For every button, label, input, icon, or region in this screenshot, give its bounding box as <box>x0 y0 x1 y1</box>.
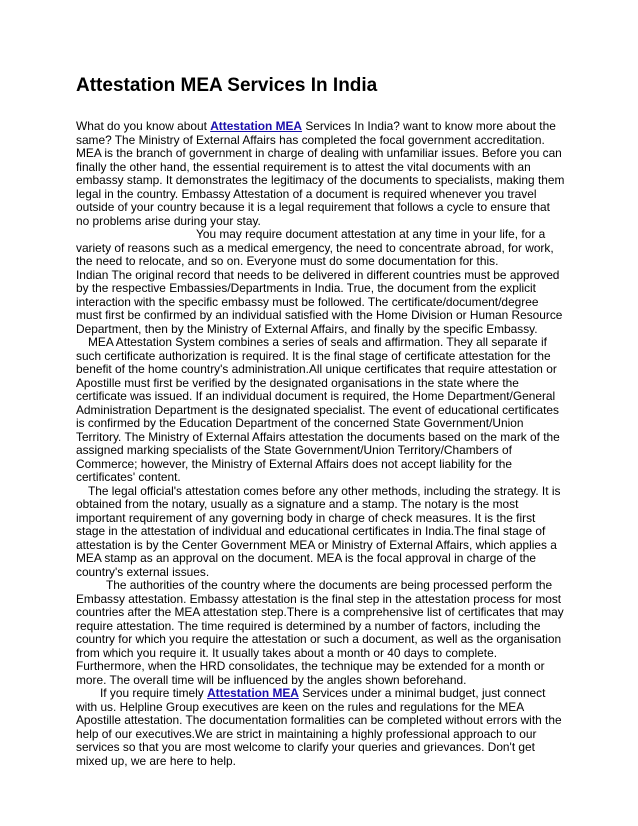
paragraph-text: What do you know about <box>76 119 211 133</box>
body-paragraph <box>76 269 566 337</box>
body-paragraph <box>76 336 566 485</box>
body-paragraph <box>76 120 566 228</box>
body-paragraph <box>76 485 566 580</box>
paragraph-text: If you require timely <box>100 686 208 700</box>
paragraph-text: MEA Attestation System combines a series of seals and affirmation. They all separate if such certificate authorization is required. It is the final stage of certificate attestation for the benefit of the home country's administration.All unique certificates that require attestation or Apostille must first be verified by the designated organisations in the state where the certificate was issued. If an individual document is required, the Home Department/General Administration Department is the designated specialist. The event of educational certificates is confirmed by the Education Department of the concerned State Government/Union Territory. The Ministry of External Affairs attestation the documents based on the mark of the assigned marking specialists of the State Government/Union Territory/Chambers of Commerce; however, the Ministry of External Affairs does not accept liability for the certificates' content. <box>76 335 560 484</box>
page-title: Attestation MEA Services In India <box>76 75 378 96</box>
body-paragraph <box>76 579 566 687</box>
paragraph-text: You may require document attestation at any time in your life, for a variety of reasons such as a medical emergency, the need to concentrate abroad, for work, the need to relocate, and so on. Everyone must do some documentation for this. <box>76 227 554 268</box>
paragraph-text: Services under a minimal budget, just connect with us. Helpline Group executives are keen on the rules and regulations for the MEA Apostille attestation. The documentation formalities can be completed without errors with the help of our executives.We are strict in maintaining a highly professional approach to our services so that you are most welcome to clarify your queries and grievances. Don't get mixed up, we are here to help. <box>76 686 562 768</box>
paragraph-text: The authorities of the country where the documents are being processed perform the Embassy attestation. Embassy attestation is the final step in the attestation process for most countries after the MEA attestation step.There is a comprehensive list of certificates that may require attestation. The time required is determined by a number of factors, including the country for which you require the attestation or such a document, as well as the organisation from which you require it. It usually takes about a month or 40 days to complete. Furthermore, when the HRD consolidates, the technique may be extended for a month or more. The overall time will be influenced by the angles shown beforehand. <box>76 578 564 687</box>
paragraph-text: Indian The original record that needs to be delivered in different countries must be approved by the respective Embassies/Departments in India. True, the document from the explicit interaction with the specific embassy must be followed. The certificate/document/degree must first be confirmed by an individual satisfied with the Home Division or Human Resource Department, then by the Ministry of External Affairs, and finally by the specific Embassy. <box>76 267 563 336</box>
document-body <box>76 120 566 768</box>
paragraph-text: Services In India? want to know more about the same? The Ministry of External Affairs has completed the focal government accreditation. MEA is the branch of government in charge of dealing with unfamiliar issues. Before you can finally the other hand, the essential requirement is to attest the vital documents with an embassy stamp. It demonstrates the legitimacy of the documents to specialists, making them legal in the country. Embassy Attestation of a document is required whenever you travel outside of your country because it is a legal requirement that follows a cycle to ensure that no problems arise during your stay. <box>76 119 565 228</box>
body-paragraph <box>76 687 566 768</box>
paragraph-text: The legal official's attestation comes before any other methods, including the strategy. It is obtained from the notary, usually as a signature and a stamp. The notary is the most important requirement of any governing body in charge of check measures. It is the first stage in the attestation of individual and educational certificates in India.The final stage of attestation is by the Center Government MEA or Ministry of External Affairs, which applies a MEA stamp as an approval on the document. MEA is the focal approval in charge of the country's external issues. <box>76 483 561 579</box>
attestation-mea-link[interactable]: Attestation MEA <box>210 119 303 133</box>
attestation-mea-link[interactable]: Attestation MEA <box>207 686 299 700</box>
body-paragraph <box>76 228 566 269</box>
